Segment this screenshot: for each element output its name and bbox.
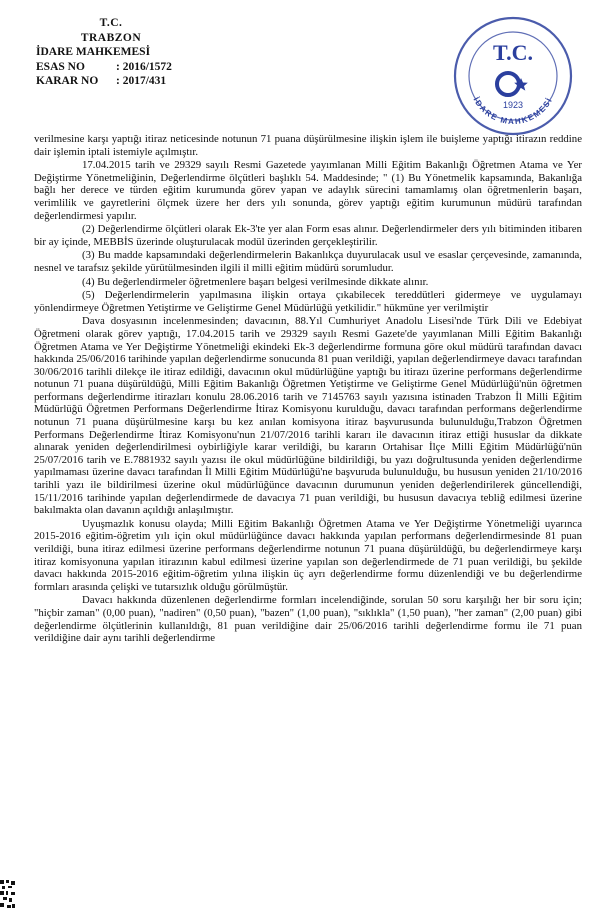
paragraph-clause-3: (3) Bu madde kapsamındaki değerlendirmelerin Bakanlıkça duyurulacak usul ve esaslar çerçevesinde, zamanında, nesnel ve tarafsız şekilde yürütülmesinden ilgili il milli eğitim müdürü sorumludur. bbox=[34, 249, 582, 274]
seal-bottom-text: İDARE MAHKEMESİ bbox=[471, 95, 555, 127]
paragraph-dispute: Uyuşmazlık konusu olayda; Milli Eğitim Bakanlığı Öğretmen Atama ve Yer Değiştirme Yönetmeliği uyarınca 2015-2016 eğitim-öğretim yılı için okul müdürlüğünce davacı hakkında yapılan performans değerlendirmesinde 81 puan verildiği, buna itiraz edilmesi üzerine performans değerlendirme notunun 71 puana düşürüldüğü, bu değerlendirmeye karşı itiraz komisyonuna yapılan itirazının kabul edilmesi üzerine yapılan son değerlendirmede de 71 puan verildiği, bu şekilde davacı hakkında 2015-2016 eğitim-öğretim yılına ilişkin üç ayrı değerlendirme formu düzenlendiği ve bu değerlendirme formları arasında çelişki ve tutarsızlık olduğu görülmüştür. bbox=[34, 517, 582, 593]
paragraph-clause-5: (5) Değerlendirmelerin yapılmasına ilişkin ortaya çıkabilecek tereddütleri gidermeye ve uygulamayı yönlendirmeye Öğretmen Yetiştirme ve Geliştirme Genel Müdürlüğü yetkilidir." hükmüne yer verilmiştir bbox=[34, 289, 582, 314]
paragraph-case-file: Dava dosyasının incelenmesinden; davacının, 88.Yıl Cumhuriyet Anadolu Lisesi'nde Türk Dili ve Edebiyat Öğretmeni olarak görev yaptığı, 17.04.2015 tarih ve 29329 sayılı Resmi Gazete'de yayımlanan Milli Eğitim Bakanlığı Öğretmen Atama ve Yer Değiştirme Yönetmeliği ekindeki Ek-3 değerlendirme formuna göre okul müdürü tarafından davacı hakkında 25/06/2016 tarihinde yapılan değerlendirme sonucunda 81 puan verildiği, yapılan değerlendirmeye davacı tarafından 30/06/2016 tarihli dilekçe ile itiraz edildiği, davacının okul müdürlüğüne yaptığı bu itirazı üzerine performans değerlendirme notunun 71 puana düşürüldüğü, Milli Eğitim Bakanlığı Öğretmen Yetiştirme ve Geliştirme Genel Müdürlüğü'nün öğretmen performans değerlendirme itirazları konulu 28.06.2016 tarih ve 7145763 sayılı yazısına istinaden Trabzon İl Milli Eğitim Müdürlüğü Öğretmen Performans Değerlendirme İtiraz Komisyonu kurulduğu, davacı tarafından performans değerlendirme notunun 71 puana düşürülmesine karşı bu kez anılan komisyona itiraz başvurusunda bulunulduğu,Trabzon Öğretmen Performans Değerlendirme İtiraz Komisyonu'nun 21/07/2016 tarihli kararı ile davacının itiraz ettiği hususlar da dikkate alınarak yeniden değerlendirilmesi oybirliğiyle karar verildiği, bu kararın Ortahisar İlçe Milli Eğitim Müdürlüğü'nün 25/07/2016 tarih ve E.7881932 sayılı yazısı ile okul müdürlüğüne bildirildiği, bu yazı doğrultusunda yeniden değerlendirme yapılmaması üzerine davacı tarafından İl Milli Eğitim Müdürlüğü'ne başvuruda bulunulduğu, bu hususun yeniden 21/10/2016 tarihli yazı ile bildirilmesi üzerine okul müdürlüğünce davacının durumunun yeniden değerlendirilerek güncellendiği, 15/11/2016 tarihinde yapılan değerlendirmede de davacıya 71 puan verildiği, bu hususun davacıya tebliğ edilmesi üzerine bakılmakta olan davanın açıldığı anlaşılmıştır. bbox=[34, 315, 582, 517]
esas-value: : 2016/1572 bbox=[116, 60, 172, 73]
paragraph-continuation: verilmesine karşı yaptığı itiraz neticesinde notunun 71 puana düşürülmesine ilişkin işlem ile buişleme yaptığı itirazın reddine dair işlemin iptali istemiyle açılmıştır. bbox=[34, 133, 582, 158]
karar-row bbox=[36, 74, 256, 89]
esas-row bbox=[36, 60, 256, 75]
header-court: İDARE MAHKEMESİ bbox=[36, 46, 151, 58]
header-tc: T.C. bbox=[99, 17, 123, 29]
karar-label: KARAR NO bbox=[36, 75, 99, 87]
qr-code-fragment bbox=[0, 880, 16, 910]
document-body bbox=[34, 133, 582, 646]
court-header bbox=[36, 16, 256, 89]
karar-value: : 2017/431 bbox=[116, 75, 167, 87]
seal-year: 1923 bbox=[502, 100, 524, 110]
paragraph-forms: Davacı hakkında düzenlenen değerlendirme formları incelendiğinde, sorulan 50 soru karşılığı her bir soru için; "hiçbir zaman" (0,00 puan), "nadiren" (0,50 puan), "bazen" (1,00 puan), "sıklıkla" (1,50 puan), "her zaman" (2,00 puan) gibi değerlendirme ölçütlerinin kullanıldığı, 81 puan verildiğine dair 25/06/2016 tarihli değerlendirme formu ile 71 puan verildiğine dair aynı tarihli değerlendirme bbox=[34, 594, 582, 645]
court-seal-stamp bbox=[451, 14, 575, 138]
paragraph-clause-4: (4) Bu değerlendirmeler öğretmenlere başarı belgesi verilmesinde dikkate alınır. bbox=[82, 275, 429, 288]
esas-label: ESAS NO bbox=[36, 60, 85, 73]
header-city: TRABZON bbox=[80, 31, 142, 44]
seal-top-text: T.C. bbox=[493, 40, 533, 65]
paragraph-regulation: 17.04.2015 tarih ve 29329 sayılı Resmi Gazetede yayımlanan Milli Eğitim Bakanlığı Öğretmen Atama ve Yer Değiştirme Yönetmeliğinin, Değerlendirme ölçütleri başlıklı 54. Maddesinde; " (1) Bu Yönetmelik kapsamında, Bakanlığa bağlı her derece ve türden eğitim kurumunda görev yapan ve adaylık sürecini tamamlamış olan öğretmenlerin başarı, verimlilik ve gayretlerini ölçmek üzere her ders yılı sonunda, görev yaptığı eğitim kurumunun müdürü tarafından değerlendirmesi yapılır. bbox=[34, 159, 582, 222]
paragraph-clause-2: (2) Değerlendirme ölçütleri olarak Ek-3'te yer alan Form esas alınır. Değerlendirmeler ders yılı bitiminden itibaren bir ay içinde, MEBBİS üzerinde oluşturulacak modül üzerinden gerçekleştirilir. bbox=[34, 223, 582, 248]
